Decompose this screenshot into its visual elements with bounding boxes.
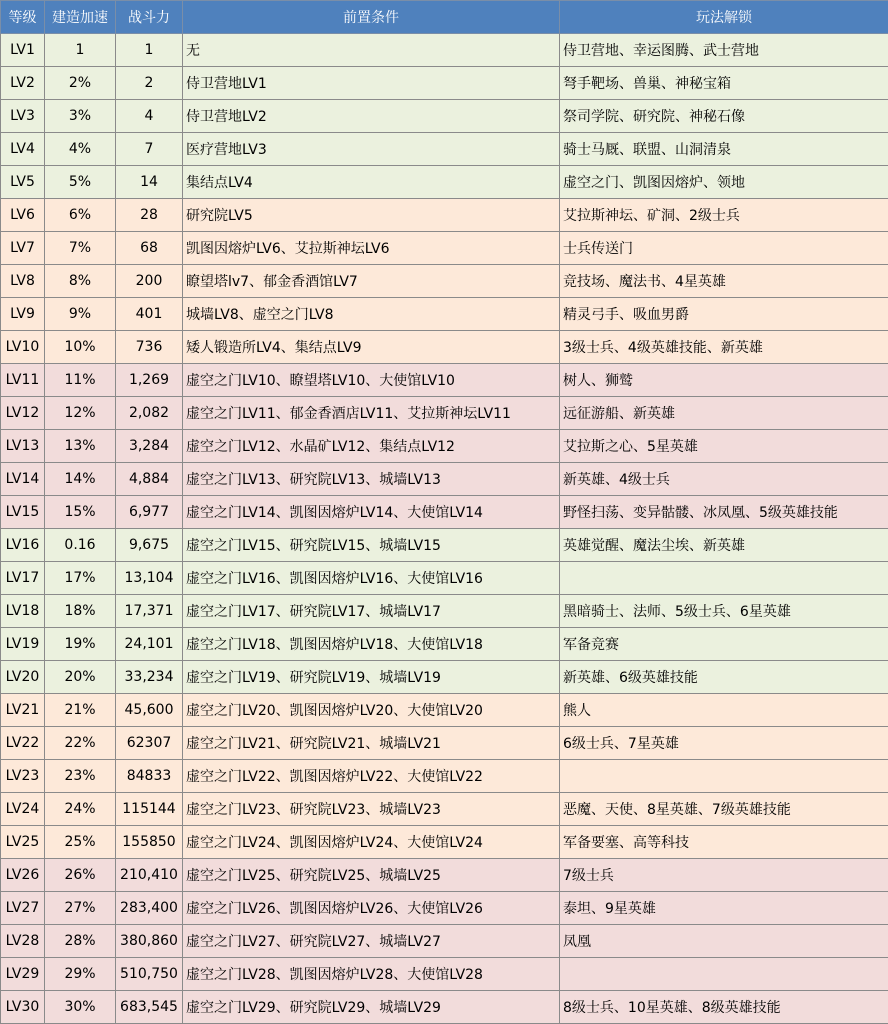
level-cell: LV14 xyxy=(1,463,45,496)
table-row xyxy=(1,463,888,496)
table-row xyxy=(1,859,888,892)
unlock-cell xyxy=(560,958,888,991)
prerequisite-cell: 瞭望塔lv7、郁金香酒馆LV7 xyxy=(183,265,560,298)
prerequisite-cell: 虚空之门LV22、凯图因熔炉LV22、大使馆LV22 xyxy=(183,760,560,793)
table-row xyxy=(1,496,888,529)
unlock-cell: 精灵弓手、吸血男爵 xyxy=(560,298,888,331)
level-cell: LV30 xyxy=(1,991,45,1024)
prerequisite-cell: 虚空之门LV19、研究院LV19、城墙LV19 xyxy=(183,661,560,694)
build-speed-cell: 2% xyxy=(45,67,116,100)
level-cell: LV26 xyxy=(1,859,45,892)
level-cell: LV4 xyxy=(1,133,45,166)
level-cell: LV23 xyxy=(1,760,45,793)
combat-power-cell: 13,104 xyxy=(116,562,183,595)
unlock-cell: 祭司学院、研究院、神秘石像 xyxy=(560,100,888,133)
build-speed-cell: 19% xyxy=(45,628,116,661)
table-header-row xyxy=(1,1,888,34)
build-speed-cell: 26% xyxy=(45,859,116,892)
combat-power-cell: 3,284 xyxy=(116,430,183,463)
unlock-cell: 新英雄、6级英雄技能 xyxy=(560,661,888,694)
table-row xyxy=(1,298,888,331)
prerequisite-cell: 虚空之门LV20、凯图因熔炉LV20、大使馆LV20 xyxy=(183,694,560,727)
unlock-cell: 士兵传送门 xyxy=(560,232,888,265)
combat-power-cell: 736 xyxy=(116,331,183,364)
build-speed-cell: 8% xyxy=(45,265,116,298)
table-row xyxy=(1,199,888,232)
unlock-cell: 凤凰 xyxy=(560,925,888,958)
table-row xyxy=(1,67,888,100)
unlock-cell: 8级士兵、10星英雄、8级英雄技能 xyxy=(560,991,888,1024)
unlock-cell: 骑士马厩、联盟、山洞清泉 xyxy=(560,133,888,166)
level-cell: LV11 xyxy=(1,364,45,397)
unlock-cell: 远征游船、新英雄 xyxy=(560,397,888,430)
combat-power-cell: 24,101 xyxy=(116,628,183,661)
prerequisite-cell: 虚空之门LV25、研究院LV25、城墙LV25 xyxy=(183,859,560,892)
prerequisite-cell: 侍卫营地LV1 xyxy=(183,67,560,100)
level-cell: LV25 xyxy=(1,826,45,859)
build-speed-cell: 25% xyxy=(45,826,116,859)
level-cell: LV10 xyxy=(1,331,45,364)
build-speed-cell: 20% xyxy=(45,661,116,694)
unlock-cell: 军备要塞、高等科技 xyxy=(560,826,888,859)
prerequisite-cell: 凯图因熔炉LV6、艾拉斯神坛LV6 xyxy=(183,232,560,265)
build-speed-cell: 15% xyxy=(45,496,116,529)
build-speed-cell: 4% xyxy=(45,133,116,166)
unlock-cell: 英雄觉醒、魔法尘埃、新英雄 xyxy=(560,529,888,562)
prerequisite-cell: 虚空之门LV21、研究院LV21、城墙LV21 xyxy=(183,727,560,760)
combat-power-cell: 68 xyxy=(116,232,183,265)
prerequisite-cell: 研究院LV5 xyxy=(183,199,560,232)
prerequisite-cell: 虚空之门LV11、郁金香酒店LV11、艾拉斯神坛LV11 xyxy=(183,397,560,430)
combat-power-cell: 510,750 xyxy=(116,958,183,991)
combat-power-cell: 210,410 xyxy=(116,859,183,892)
build-speed-cell: 0.16 xyxy=(45,529,116,562)
level-cell: LV28 xyxy=(1,925,45,958)
combat-power-cell: 2,082 xyxy=(116,397,183,430)
combat-power-cell: 84833 xyxy=(116,760,183,793)
prerequisite-cell: 矮人锻造所LV4、集结点LV9 xyxy=(183,331,560,364)
unlock-cell: 泰坦、9星英雄 xyxy=(560,892,888,925)
table-body xyxy=(1,34,888,1024)
combat-power-cell: 6,977 xyxy=(116,496,183,529)
level-cell: LV9 xyxy=(1,298,45,331)
build-speed-cell: 14% xyxy=(45,463,116,496)
header-prerequisites: 前置条件 xyxy=(183,1,560,34)
table-row xyxy=(1,430,888,463)
table-row xyxy=(1,760,888,793)
build-speed-cell: 9% xyxy=(45,298,116,331)
combat-power-cell: 45,600 xyxy=(116,694,183,727)
unlock-cell: 弩手靶场、兽巢、神秘宝箱 xyxy=(560,67,888,100)
table-row xyxy=(1,529,888,562)
level-cell: LV18 xyxy=(1,595,45,628)
build-speed-cell: 29% xyxy=(45,958,116,991)
combat-power-cell: 115144 xyxy=(116,793,183,826)
level-cell: LV15 xyxy=(1,496,45,529)
build-speed-cell: 10% xyxy=(45,331,116,364)
build-speed-cell: 7% xyxy=(45,232,116,265)
prerequisite-cell: 集结点LV4 xyxy=(183,166,560,199)
combat-power-cell: 4,884 xyxy=(116,463,183,496)
unlock-cell: 树人、狮鹫 xyxy=(560,364,888,397)
build-speed-cell: 6% xyxy=(45,199,116,232)
level-cell: LV21 xyxy=(1,694,45,727)
combat-power-cell: 9,675 xyxy=(116,529,183,562)
level-cell: LV6 xyxy=(1,199,45,232)
prerequisite-cell: 虚空之门LV18、凯图因熔炉LV18、大使馆LV18 xyxy=(183,628,560,661)
combat-power-cell: 683,545 xyxy=(116,991,183,1024)
build-speed-cell: 13% xyxy=(45,430,116,463)
unlock-cell: 虚空之门、凯图因熔炉、领地 xyxy=(560,166,888,199)
table-row xyxy=(1,331,888,364)
prerequisite-cell: 虚空之门LV23、研究院LV23、城墙LV23 xyxy=(183,793,560,826)
table-row xyxy=(1,595,888,628)
level-cell: LV22 xyxy=(1,727,45,760)
unlock-cell: 军备竞赛 xyxy=(560,628,888,661)
table-row xyxy=(1,826,888,859)
unlock-cell: 7级士兵 xyxy=(560,859,888,892)
table-row xyxy=(1,100,888,133)
level-cell: LV13 xyxy=(1,430,45,463)
unlock-cell: 侍卫营地、幸运图腾、武士营地 xyxy=(560,34,888,67)
header-level: 等级 xyxy=(1,1,45,34)
table-row xyxy=(1,265,888,298)
table-row xyxy=(1,958,888,991)
build-speed-cell: 1 xyxy=(45,34,116,67)
level-cell: LV7 xyxy=(1,232,45,265)
table-row xyxy=(1,628,888,661)
build-speed-cell: 17% xyxy=(45,562,116,595)
unlock-cell: 艾拉斯神坛、矿洞、2级士兵 xyxy=(560,199,888,232)
table-row xyxy=(1,892,888,925)
level-cell: LV2 xyxy=(1,67,45,100)
unlock-cell: 黑暗骑士、法师、5级士兵、6星英雄 xyxy=(560,595,888,628)
combat-power-cell: 62307 xyxy=(116,727,183,760)
build-speed-cell: 22% xyxy=(45,727,116,760)
level-cell: LV1 xyxy=(1,34,45,67)
table-row xyxy=(1,34,888,67)
unlock-cell xyxy=(560,562,888,595)
build-speed-cell: 30% xyxy=(45,991,116,1024)
header-combat-power: 战斗力 xyxy=(116,1,183,34)
build-speed-cell: 28% xyxy=(45,925,116,958)
prerequisite-cell: 虚空之门LV12、水晶矿LV12、集结点LV12 xyxy=(183,430,560,463)
prerequisite-cell: 城墙LV8、虚空之门LV8 xyxy=(183,298,560,331)
combat-power-cell: 4 xyxy=(116,100,183,133)
prerequisite-cell: 虚空之门LV27、研究院LV27、城墙LV27 xyxy=(183,925,560,958)
level-cell: LV8 xyxy=(1,265,45,298)
combat-power-cell: 2 xyxy=(116,67,183,100)
table-row xyxy=(1,364,888,397)
unlock-cell: 艾拉斯之心、5星英雄 xyxy=(560,430,888,463)
combat-power-cell: 14 xyxy=(116,166,183,199)
build-speed-cell: 11% xyxy=(45,364,116,397)
level-cell: LV16 xyxy=(1,529,45,562)
combat-power-cell: 28 xyxy=(116,199,183,232)
level-cell: LV19 xyxy=(1,628,45,661)
level-cell: LV29 xyxy=(1,958,45,991)
combat-power-cell: 283,400 xyxy=(116,892,183,925)
prerequisite-cell: 侍卫营地LV2 xyxy=(183,100,560,133)
unlock-cell xyxy=(560,760,888,793)
combat-power-cell: 7 xyxy=(116,133,183,166)
table-row xyxy=(1,232,888,265)
build-speed-cell: 12% xyxy=(45,397,116,430)
prerequisite-cell: 虚空之门LV24、凯图因熔炉LV24、大使馆LV24 xyxy=(183,826,560,859)
level-cell: LV17 xyxy=(1,562,45,595)
level-cell: LV5 xyxy=(1,166,45,199)
unlock-cell: 3级士兵、4级英雄技能、新英雄 xyxy=(560,331,888,364)
combat-power-cell: 200 xyxy=(116,265,183,298)
unlock-cell: 新英雄、4级士兵 xyxy=(560,463,888,496)
combat-power-cell: 401 xyxy=(116,298,183,331)
prerequisite-cell: 虚空之门LV28、凯图因熔炉LV28、大使馆LV28 xyxy=(183,958,560,991)
combat-power-cell: 155850 xyxy=(116,826,183,859)
build-speed-cell: 24% xyxy=(45,793,116,826)
prerequisite-cell: 医疗营地LV3 xyxy=(183,133,560,166)
combat-power-cell: 380,860 xyxy=(116,925,183,958)
prerequisite-cell: 虚空之门LV14、凯图因熔炉LV14、大使馆LV14 xyxy=(183,496,560,529)
prerequisite-cell: 虚空之门LV17、研究院LV17、城墙LV17 xyxy=(183,595,560,628)
header-unlocks: 玩法解锁 xyxy=(560,1,888,34)
combat-power-cell: 33,234 xyxy=(116,661,183,694)
combat-power-cell: 17,371 xyxy=(116,595,183,628)
level-cell: LV24 xyxy=(1,793,45,826)
combat-power-cell: 1,269 xyxy=(116,364,183,397)
unlock-cell: 恶魔、天使、8星英雄、7级英雄技能 xyxy=(560,793,888,826)
table-row xyxy=(1,133,888,166)
level-cell: LV20 xyxy=(1,661,45,694)
table-row xyxy=(1,925,888,958)
build-speed-cell: 21% xyxy=(45,694,116,727)
prerequisite-cell: 虚空之门LV16、凯图因熔炉LV16、大使馆LV16 xyxy=(183,562,560,595)
level-cell: LV27 xyxy=(1,892,45,925)
level-cell: LV12 xyxy=(1,397,45,430)
prerequisite-cell: 虚空之门LV10、瞭望塔LV10、大使馆LV10 xyxy=(183,364,560,397)
table-row xyxy=(1,562,888,595)
table-row xyxy=(1,397,888,430)
unlock-cell: 竞技场、魔法书、4星英雄 xyxy=(560,265,888,298)
prerequisite-cell: 虚空之门LV29、研究院LV29、城墙LV29 xyxy=(183,991,560,1024)
table-row xyxy=(1,166,888,199)
table-row xyxy=(1,991,888,1024)
unlock-cell: 野怪扫荡、变异骷髅、冰凤凰、5级英雄技能 xyxy=(560,496,888,529)
prerequisite-cell: 虚空之门LV13、研究院LV13、城墙LV13 xyxy=(183,463,560,496)
build-speed-cell: 5% xyxy=(45,166,116,199)
table-row xyxy=(1,793,888,826)
unlock-cell: 6级士兵、7星英雄 xyxy=(560,727,888,760)
table-row xyxy=(1,727,888,760)
build-speed-cell: 18% xyxy=(45,595,116,628)
prerequisite-cell: 虚空之门LV15、研究院LV15、城墙LV15 xyxy=(183,529,560,562)
build-speed-cell: 23% xyxy=(45,760,116,793)
prerequisite-cell: 虚空之门LV26、凯图因熔炉LV26、大使馆LV26 xyxy=(183,892,560,925)
combat-power-cell: 1 xyxy=(116,34,183,67)
table-row xyxy=(1,661,888,694)
build-speed-cell: 27% xyxy=(45,892,116,925)
header-build-speed: 建造加速 xyxy=(45,1,116,34)
unlock-cell: 熊人 xyxy=(560,694,888,727)
prerequisite-cell: 无 xyxy=(183,34,560,67)
level-cell: LV3 xyxy=(1,100,45,133)
table-row xyxy=(1,694,888,727)
build-speed-cell: 3% xyxy=(45,100,116,133)
